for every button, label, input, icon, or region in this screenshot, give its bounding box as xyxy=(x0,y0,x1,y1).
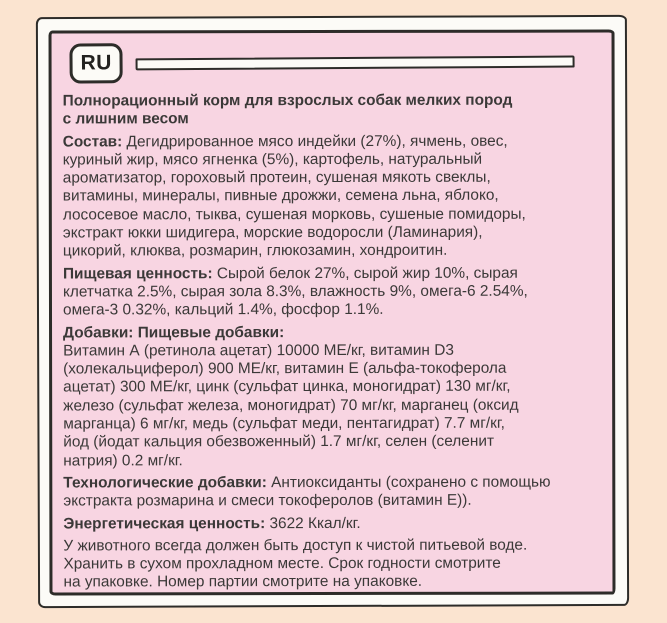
section-text: Сырой белок 27%, сырой жир 10%, сырая клетчатка 2.5%, сырая зола 8.3%, влажность 9%, омега-6 2.54%, омега-3 0.32%, кальций 1.4%, фосфор 1.1%. xyxy=(62,264,528,319)
section-energy-value xyxy=(63,514,594,533)
label-inner-frame xyxy=(49,30,616,596)
section-text: 3622 Ккал/кг. xyxy=(265,514,361,532)
section-label: Энергетическая ценность: xyxy=(63,514,266,533)
section-text: Витамин А (ретинола ацетат) 10000 МЕ/кг, витамин D3 (холекальциферол) 900 МЕ/кг, витамин Е (альфа-токоферола ацетат) 300 МЕ/кг, цинк (сульфат цинка, моногидрат) 130 мг/кг, железо (сульфат железа, моногидрат) 70 мг/кг, марганец (оксид марганца) 6 мг/кг, медь (сульфат меди, пентагидрат) 7.7 мг/кг, йод (йодат кальция обезвоженный) 1.7 мг/кг, селен (селенит натрия) 0.2 мг/кг. xyxy=(63,341,519,470)
section-label: Технологические добавки: xyxy=(63,474,267,492)
header-rule-bar xyxy=(136,56,575,71)
section-nutrition-value xyxy=(63,264,594,320)
section-label: Пищевая ценность: xyxy=(62,264,213,283)
section-technological-additives xyxy=(63,473,594,511)
label-header xyxy=(70,43,584,84)
section-composition xyxy=(63,132,594,261)
label-outer-frame xyxy=(36,15,629,608)
product-title: Полнорационный корм для взрослых собак мелких пород с лишним весом xyxy=(62,91,513,128)
section-text: У животного всегда должен быть доступ к чистой питьевой воде. Хранить в сухом прохладном месте. Срок годности смотрите на упаковке. Номер партии смотрите на упаковке. xyxy=(63,536,528,591)
section-storage-notice xyxy=(63,536,594,592)
language-badge: RU xyxy=(69,43,123,83)
section-vitamins xyxy=(63,341,594,470)
section-additives-heading xyxy=(63,323,594,342)
section-label: Добавки: Пищевые добавки: xyxy=(63,323,285,342)
section-text: Дегидрированное мясо индейки (27%), ячмень, овес, куриный жир, мясо ягненка (5%), картофель, натуральный ароматизатор, гороховый протеин, сушеная мякоть свеклы, витамины, минералы, пивные дрожжи, семена льна, яблоко, лососевое масло, тыква, сушеная морковь, сушеные помидоры, экстракт юкки шидигера, морские водоросли (Ламинария), цикорий, клюква, розмарин, глюкозамин, хондроитин. xyxy=(62,132,526,260)
section-label: Состав: xyxy=(62,132,123,151)
section-text: Антиоксиданты (сохранено с помощью экстракта розмарина и смеси токоферолов (витамин Е)). xyxy=(63,473,551,510)
